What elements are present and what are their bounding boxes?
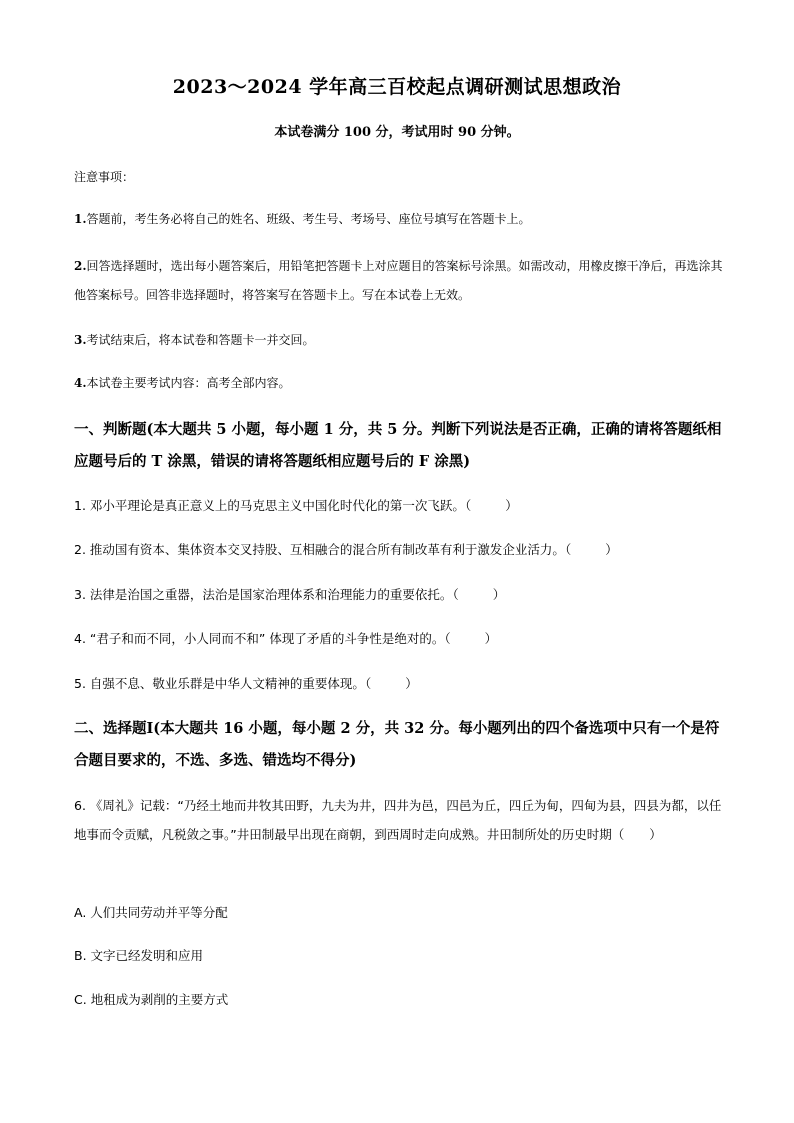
section-heading-judgement: 一、判断题(本大题共 5 小题，每小题 1 分，共 5 分。判断下列说法是否正确，正确的请将答题纸相应题号后的 T 涂黑，错误的请将答题纸相应题号后的 F 涂黑) [74, 421, 722, 470]
option-text: 人们共同劳动并平等分配 [90, 905, 228, 920]
exam-title: 2023～2024 学年高三百校起点调研测试思想政治 [172, 76, 622, 98]
notice-item [74, 326, 724, 355]
notice-item [74, 252, 724, 310]
question-item [74, 624, 724, 653]
answer-paren-close: ） [605, 542, 618, 557]
question-text: 推动国有资本、集体资本交叉持股、互相融合的混合所有制改革有利于激发企业活力。 [89, 542, 565, 557]
section-heading-choice: 二、选择题Ⅰ(本大题共 16 小题，每小题 2 分，共 32 分。每小题列出的四个备选项中只有一个是符合题目要求的，不选、多选、错选均不得分) [74, 720, 720, 769]
option-label: A. [74, 905, 87, 920]
option-label: C. [74, 992, 87, 1007]
notice-heading: 注意事项： [74, 170, 135, 184]
question-text: “君子和而不同，小人同而不和” 体现了矛盾的斗争性是绝对的。 [89, 631, 445, 646]
question-item [74, 491, 724, 520]
option-text: 地租成为剥削的主要方式 [90, 992, 229, 1007]
notice-text: 答题前，考生务必将自己的姓名、班级、考生号、考场号、座位号填写在答题卡上。 [86, 212, 531, 226]
answer-paren-close: ） [492, 587, 506, 602]
question-item [74, 535, 724, 564]
notice-text: 考试结束后，将本试卷和答题卡一并交回。 [86, 333, 315, 347]
notice-number: 3. [74, 333, 87, 347]
notice-number: 2. [74, 259, 87, 273]
answer-paren-close: ） [405, 676, 418, 691]
question-number: 4. [74, 631, 86, 646]
question-item [74, 580, 724, 609]
answer-paren-close: ） [505, 498, 518, 513]
answer-paren-open: （ [564, 542, 572, 557]
option-c[interactable] [74, 985, 724, 1014]
notice-number: 4. [74, 376, 87, 390]
notice-item [74, 369, 724, 398]
answer-paren-open: （ [364, 676, 372, 691]
answer-paren-open: （ [452, 587, 459, 602]
question-text: 自强不息、敬业乐群是中华人文精神的重要体现。 [89, 676, 365, 691]
question-text: 邓小平理论是真正意义上的马克思主义中国化时代化的第一次飞跃。 [89, 498, 465, 513]
question-number: 1. [74, 498, 86, 513]
answer-paren-close: ） [484, 631, 498, 646]
option-a[interactable] [74, 898, 724, 927]
question-text: 法律是治国之重器，法治是国家治理体系和治理能力的重要依托。 [89, 587, 453, 602]
question-number: 6. [74, 798, 86, 813]
option-b[interactable] [74, 941, 724, 970]
notice-text: 本试卷主要考试内容：高考全部内容。 [86, 376, 291, 390]
notice-text: 回答选择题时，选出每小题答案后，用铅笔把答题卡上对应题目的答案标号涂黑。如需改动，用橡皮擦干净后，再选涂其他答案标号。回答非选择题时，将答案写在答题卡上。写在本试卷上无效。 [74, 259, 723, 302]
exam-subtitle: 本试卷满分 100 分，考试用时 90 分钟。 [274, 125, 520, 140]
question-number: 3. [74, 587, 86, 602]
option-text: 文字已经发明和应用 [90, 948, 204, 963]
answer-paren-open: （ [464, 498, 472, 513]
question-number: 5. [74, 676, 86, 691]
option-label: B. [74, 948, 87, 963]
question-number: 2. [74, 542, 86, 557]
answer-paren-open: （ [444, 631, 451, 646]
question-item [74, 669, 724, 698]
notice-item [74, 205, 724, 234]
question-text: 《周礼》记载：“乃经土地而井牧其田野，九夫为井，四井为邑，四邑为丘，四丘为甸，四甸为县，四县为都，以任地事而令贡赋，凡税敛之事。”井田制最早出现在商朝，到西周时走向成熟。井田制所处的历史时期（ ） [74, 798, 722, 842]
notice-number: 1. [74, 212, 87, 226]
question-item [74, 791, 724, 849]
